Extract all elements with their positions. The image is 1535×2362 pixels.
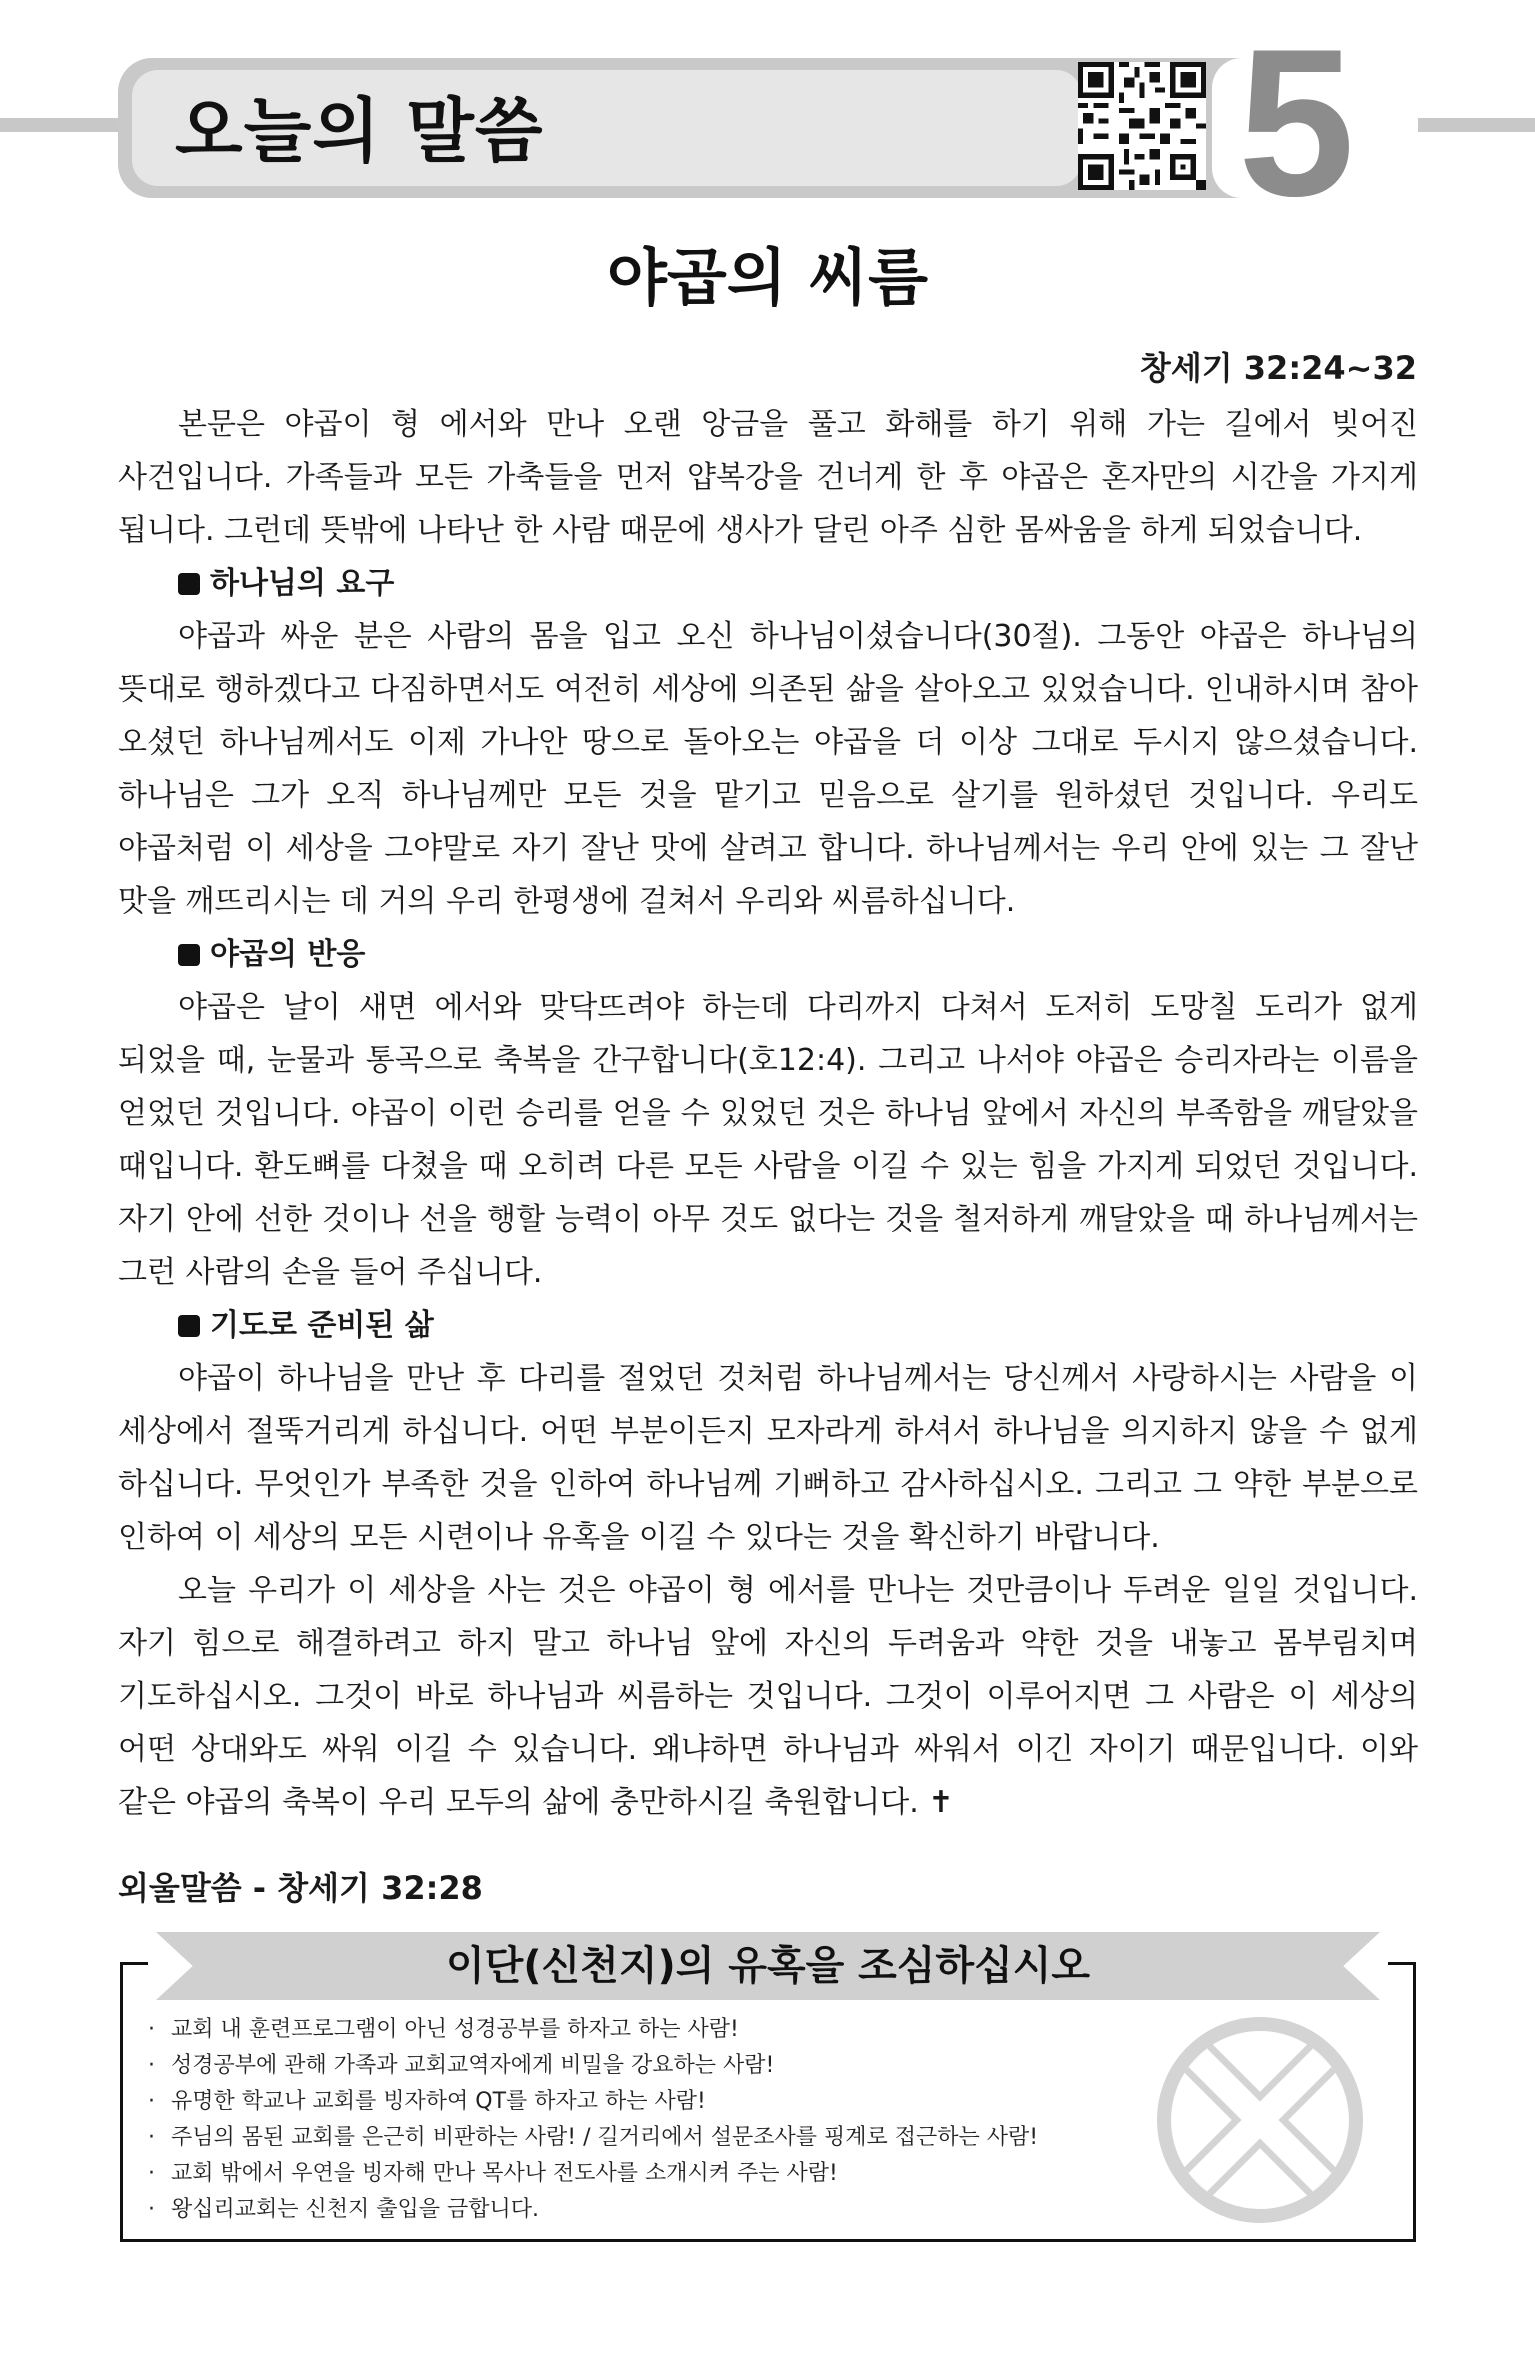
sermon-title: 야곱의 씨름 bbox=[606, 241, 929, 314]
section-paragraph: 야곱이 하나님을 만난 후 다리를 절었던 것처럼 하나님께서는 당신께서 사랑하시는 사람을 이 세상에서 절뚝거리게 하십니다. 어떤 부분이든지 모자라게 하셔서 하나님을 의지하지 않을 수 없게 하십니다. 무엇인가 부족한 것을 인하여 하나님께 기뻐하고 감사하십시오. 그리고 그 약한 부분으로 인하여 이 세상의 모든 시련이나 유혹을 이길 수 있다는 것을 확신하기 바랍니다. bbox=[118, 1361, 1418, 1555]
warning-list bbox=[148, 2012, 1038, 2228]
list-item: · 주님의 몸된 교회를 은근히 비판하는 사람! / 길거리에서 설문조사를 핑계로 접근하는 사람! bbox=[148, 2120, 1038, 2156]
prohibited-x-icon bbox=[1150, 2010, 1370, 2230]
warning-box-corner bbox=[1388, 1962, 1416, 1965]
list-item: · 교회 밖에서 우연을 빙자해 만나 목사나 전도사를 소개시켜 주는 사람! bbox=[148, 2156, 1038, 2192]
section-heading bbox=[118, 928, 1418, 981]
list-item: · 성경공부에 관해 가족과 교회교역자에게 비밀을 강요하는 사람! bbox=[148, 2048, 1038, 2084]
conclusion-paragraph: 오늘 우리가 이 세상을 사는 것은 야곱이 형 에서를 만나는 것만큼이나 두려운 일일 것입니다. 자기 힘으로 해결하려고 하지 말고 하나님 앞에 자신의 두려움과 약한 것을 내놓고 몸부림치며 기도하십시오. 그것이 바로 하나님과 씨름하는 것입니다. 그것이 이루어지면 그 사람은 이 세상의 어떤 상대와도 싸워 이길 수 있습니다. 왜냐하면 하나님과 싸워서 이긴 자이기 때문입니다. 이와 같은 야곱의 축복이 우리 모두의 삶에 충만하시길 축원합니다. ✝ bbox=[118, 1573, 1418, 1820]
intro-paragraph: 본문은 야곱이 형 에서와 만나 오랜 앙금을 풀고 화해를 하기 위해 가는 길에서 빚어진 사건입니다. 가족들과 모든 가축들을 먼저 얍복강을 건너게 한 후 야곱은 혼자만의 시간을 가지게 됩니다. 그런데 뜻밖에 나타난 한 사람 때문에 생사가 달린 아주 심한 몸싸움을 하게 되었습니다. bbox=[118, 407, 1418, 548]
list-item: · 교회 내 훈련프로그램이 아닌 성경공부를 하자고 하는 사람! bbox=[148, 2012, 1038, 2048]
section-heading-text: 기도로 준비된 삶 bbox=[210, 1308, 434, 1343]
section-heading bbox=[118, 1299, 1418, 1352]
section-heading bbox=[118, 557, 1418, 610]
bullet-square-icon bbox=[178, 1315, 200, 1337]
list-item: · 유명한 학교나 교회를 빙자하여 QT를 하자고 하는 사람! bbox=[148, 2084, 1038, 2120]
memory-verse: 외울말씀 - 창세기 32:28 bbox=[118, 1869, 483, 1907]
scripture-reference: 창세기 32:24~32 bbox=[1139, 349, 1417, 387]
warning-box-corner bbox=[120, 1962, 148, 1965]
list-item: · 왕십리교회는 신천지 출입을 금합니다. bbox=[148, 2192, 1038, 2228]
bullet-square-icon bbox=[178, 573, 200, 595]
sermon-body bbox=[118, 398, 1418, 1829]
page-number: 5 bbox=[1238, 5, 1355, 240]
section-heading-text: 야곱의 반응 bbox=[210, 937, 366, 972]
bullet-square-icon bbox=[178, 944, 200, 966]
section-paragraph: 야곱과 싸운 분은 사람의 몸을 입고 오신 하나님이셨습니다(30절). 그동안 야곱은 하나님의 뜻대로 행하겠다고 다짐하면서도 여전히 세상에 의존된 삶을 살아오고 있었습니다. 인내하시며 참아 오셨던 하나님께서도 이제 가나안 땅으로 돌아오는 야곱을 더 이상 그대로 두시지 않으셨습니다. 하나님은 그가 오직 하나님께만 모든 것을 맡기고 믿음으로 살기를 원하셨던 것입니다. 우리도 야곱처럼 이 세상을 그야말로 자기 잘난 맛에 살려고 합니다. 하나님께서는 우리 안에 있는 그 잘난 맛을 깨뜨리시는 데 거의 우리 한평생에 걸쳐서 우리와 씨름하십니다. bbox=[118, 619, 1418, 919]
section-heading-text: 하나님의 요구 bbox=[210, 566, 395, 601]
section-title: 오늘의 말씀 bbox=[175, 90, 544, 172]
warning-title: 이단(신천지)의 유혹을 조심하십시오 bbox=[445, 1943, 1090, 1989]
qr-code-icon[interactable] bbox=[1078, 62, 1206, 190]
section-paragraph: 야곱은 날이 새면 에서와 맞닥뜨려야 하는데 다리까지 다쳐서 도저히 도망칠 도리가 없게 되었을 때, 눈물과 통곡으로 축복을 간구합니다(호12:4). 그리고 나서야 야곱은 승리자라는 이름을 얻었던 것입니다. 야곱이 이런 승리를 얻을 수 있었던 것은 하나님 앞에서 자신의 부족함을 깨달았을 때입니다. 환도뼈를 다쳤을 때 오히려 다른 모든 사람을 이길 수 있는 힘을 가지게 되었던 것입니다. 자기 안에 선한 것이나 선을 행할 능력이 아무 것도 없다는 것을 철저하게 깨달았을 때 하나님께서는 그런 사람의 손을 들어 주십니다. bbox=[118, 990, 1418, 1290]
